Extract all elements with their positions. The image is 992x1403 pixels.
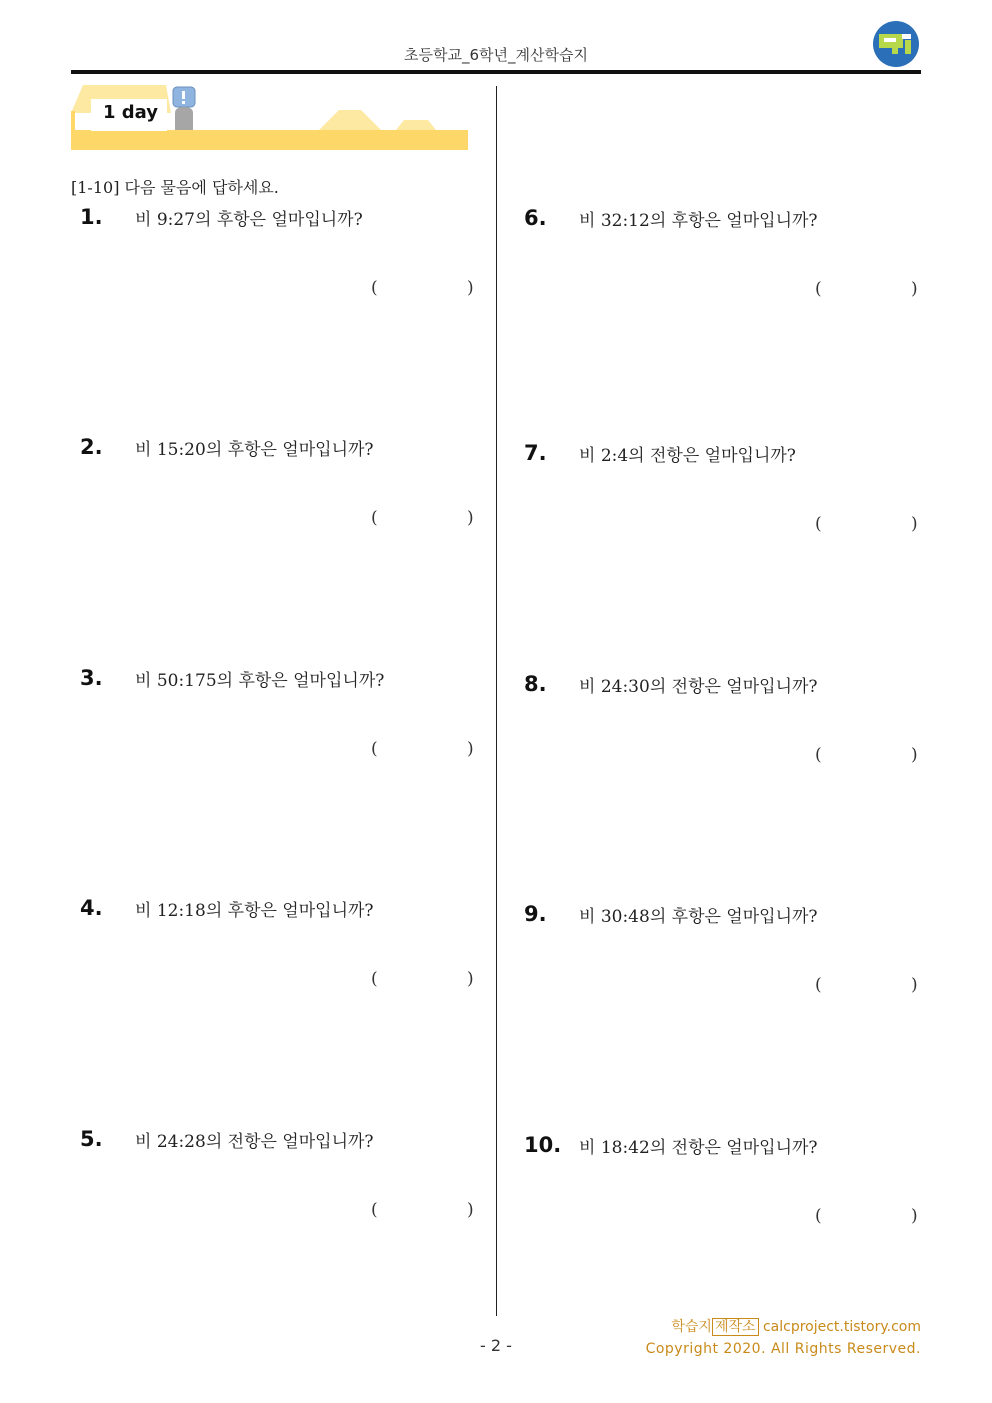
worksheet-title: 초등학교_6학년_계산학습지 bbox=[404, 46, 588, 64]
answer-open-paren: ( bbox=[371, 1200, 378, 1220]
site-url: calcproject.tistory.com bbox=[762, 1319, 921, 1335]
problem-number: 3. bbox=[80, 666, 103, 690]
answer-open-paren: ( bbox=[815, 745, 822, 765]
problem-number: 9. bbox=[524, 902, 547, 926]
problem-9 bbox=[515, 902, 925, 1002]
answer-close-paren: ) bbox=[467, 278, 474, 298]
problem-number: 7. bbox=[524, 441, 547, 465]
problem-text: 비 24:28의 전항은 얼마입니까? bbox=[135, 1132, 374, 1152]
problem-text: 비 18:42의 전항은 얼마입니까? bbox=[579, 1138, 818, 1158]
answer-close-paren: ) bbox=[911, 279, 918, 299]
problem-text: 비 15:20의 후항은 얼마입니까? bbox=[135, 440, 374, 460]
problem-text: 비 32:12의 후항은 얼마입니까? bbox=[579, 211, 818, 231]
day-banner bbox=[71, 83, 469, 153]
problem-5 bbox=[71, 1127, 481, 1227]
answer-open-paren: ( bbox=[815, 975, 822, 995]
problem-3 bbox=[71, 666, 481, 766]
answer-open-paren: ( bbox=[371, 969, 378, 989]
day-label: 1 day bbox=[103, 102, 159, 123]
answer-open-paren: ( bbox=[371, 278, 378, 298]
instruction-text: [1-10] 다음 물음에 답하세요. bbox=[71, 178, 279, 197]
logo-icon bbox=[872, 20, 920, 68]
brand-boxed: 제작소 bbox=[712, 1318, 759, 1336]
problem-6 bbox=[515, 206, 925, 306]
problem-text: 비 12:18의 후항은 얼마입니까? bbox=[135, 901, 374, 921]
copyright-text: Copyright 2020. All Rights Reserved. bbox=[645, 1341, 921, 1357]
answer-open-paren: ( bbox=[371, 508, 378, 528]
problem-number: 2. bbox=[80, 435, 103, 459]
problem-7 bbox=[515, 441, 925, 541]
problem-4 bbox=[71, 896, 481, 996]
answer-close-paren: ) bbox=[467, 1200, 474, 1220]
problem-text: 비 2:4의 전항은 얼마입니까? bbox=[579, 446, 796, 466]
answer-open-paren: ( bbox=[371, 739, 378, 759]
problem-text: 비 30:48의 후항은 얼마입니까? bbox=[579, 907, 818, 927]
header-rule bbox=[71, 70, 921, 74]
answer-open-paren: ( bbox=[815, 514, 822, 534]
problem-2 bbox=[71, 435, 481, 535]
answer-open-paren: ( bbox=[815, 279, 822, 299]
answer-close-paren: ) bbox=[911, 1206, 918, 1226]
answer-close-paren: ) bbox=[467, 969, 474, 989]
problem-8 bbox=[515, 672, 925, 772]
problem-number: 6. bbox=[524, 206, 547, 230]
answer-close-paren: ) bbox=[911, 514, 918, 534]
column-divider bbox=[496, 86, 497, 1316]
problem-1 bbox=[71, 205, 481, 305]
answer-close-paren: ) bbox=[467, 739, 474, 759]
problem-number: 8. bbox=[524, 672, 547, 696]
brand-prefix: 학습지 bbox=[671, 1319, 712, 1335]
problem-number: 4. bbox=[80, 896, 103, 920]
problem-10 bbox=[515, 1133, 925, 1233]
problem-text: 비 50:175의 후항은 얼마입니까? bbox=[135, 671, 385, 691]
answer-open-paren: ( bbox=[815, 1206, 822, 1226]
answer-close-paren: ) bbox=[467, 508, 474, 528]
problem-text: 비 24:30의 전항은 얼마입니까? bbox=[579, 677, 818, 697]
problem-number: 1. bbox=[80, 205, 103, 229]
answer-close-paren: ) bbox=[911, 975, 918, 995]
problem-number: 10. bbox=[524, 1133, 562, 1157]
problem-text: 비 9:27의 후항은 얼마입니까? bbox=[135, 210, 363, 230]
footer-brand bbox=[671, 1316, 921, 1336]
page-number: - 2 - bbox=[480, 1336, 512, 1355]
answer-close-paren: ) bbox=[911, 745, 918, 765]
problem-number: 5. bbox=[80, 1127, 103, 1151]
